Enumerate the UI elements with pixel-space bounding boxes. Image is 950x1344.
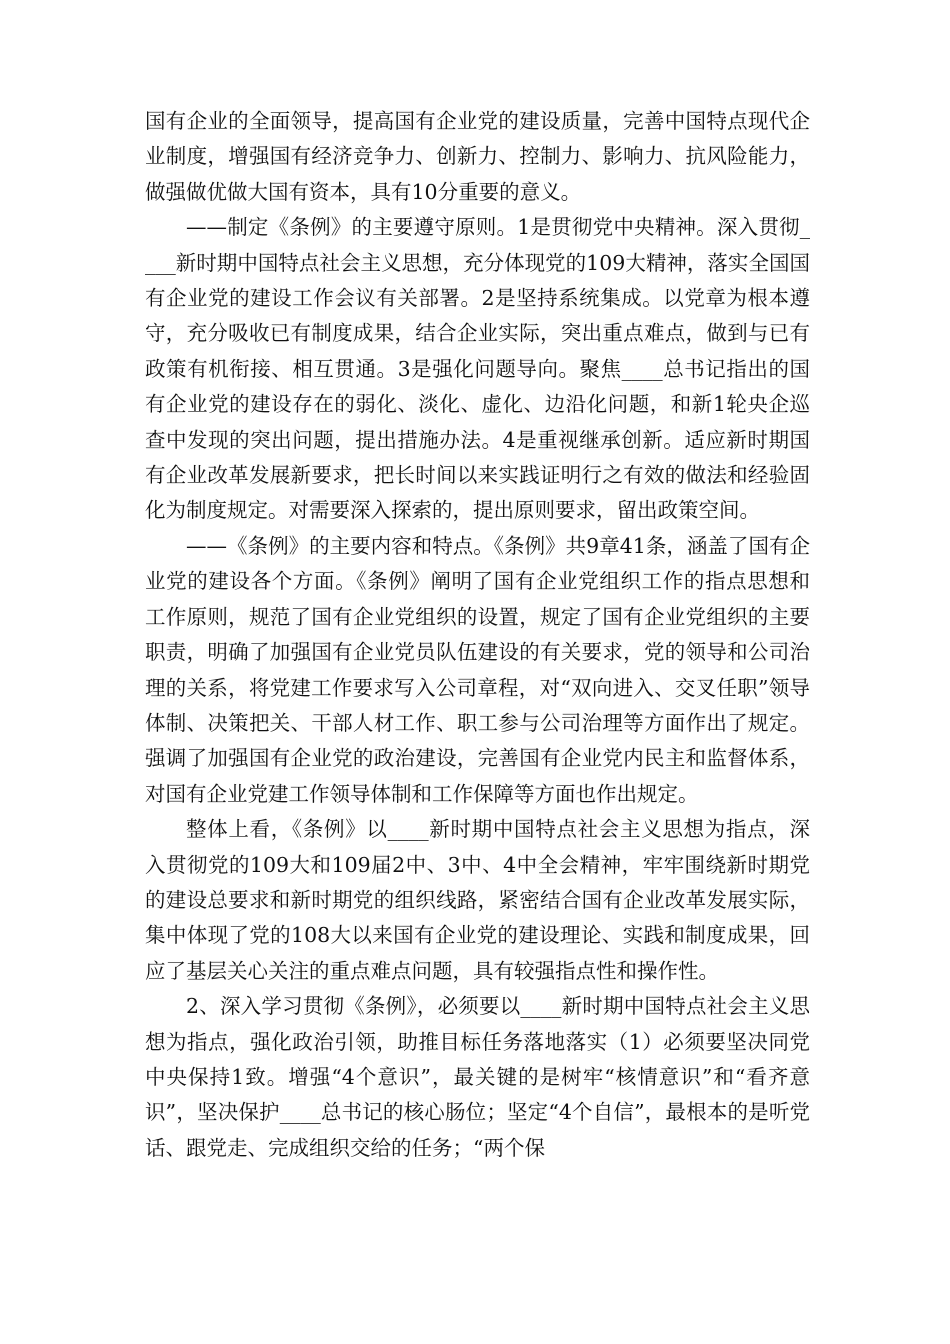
paragraph-4: 整体上看，《条例》以____新时期中国特点社会主义思想为指点，深入贯彻党的109大和109届2中、3中、4中全会精神，牢牢围绕新时期党的建设总要求和新时期党的组织线路，紧密结合国有企业改革发展实际，集中体现了党的108大以来国有企业党的建设理论、实践和制度成果，回应了基层关心关注的重点难点问题，具有较强指点性和操作性。	[145, 817, 810, 983]
paragraph-2: ——制定《条例》的主要遵守原则。1是贯彻党中央精神。深入贯彻____新时期中国特点社会主义思想，充分体现党的109大精神，落实全国国有企业党的建设工作会议有关部署。2是坚持系统集成。以党章为根本遵守，充分吸收已有制度成果，结合企业实际，突出重点难点，做到与已有政策有机衔接、相互贯通。3是强化问题导向。聚焦____总书记指出的国有企业党的建设存在的弱化、淡化、虚化、边沿化问题，和新1轮央企巡查中发现的突出问题，提出措施办法。4是重视继承创新。适应新时期国有企业改革发展新要求，把长时间以来实践证明行之有效的做法和经验固化为制度规定。对需要深入探索的，提出原则要求，留出政策空间。	[145, 215, 810, 523]
document-body	[145, 104, 810, 1166]
paragraph-5: 2、深入学习贯彻《条例》，必须要以____新时期中国特点社会主义思想为指点，强化政治引领，助推目标任务落地落实（1）必须要坚决同党中央保持1致。增强“4个意识”，最关键的是树牢“核情意识”和“看齐意识”，坚决保护____总书记的核心肠位；坚定“4个自信”，最根本的是听党话、跟党走、完成组织交给的任务；“两个保	[145, 994, 810, 1160]
paragraph-3: ——《条例》的主要内容和特点。《条例》共9章41条，涵盖了国有企业党的建设各个方面。《条例》阐明了国有企业党组织工作的指点思想和工作原则，规范了国有企业党组织的设置，规定了国有企业党组织的主要职责，明确了加强国有企业党员队伍建设的有关要求，党的领导和公司治理的关系，将党建工作要求写入公司章程，对“双向进入、交叉任职”领导体制、决策把关、干部人材工作、职工参与公司治理等方面作出了规定。强调了加强国有企业党的政治建设，完善国有企业党内民主和监督体系，对国有企业党建工作领导体制和工作保障等方面也作出规定。	[145, 533, 810, 806]
paragraph-1: 国有企业的全面领导，提高国有企业党的建设质量，完善中国特点现代企业制度，增强国有经济竞争力、创新力、控制力、影响力、抗风险能力，做强做优做大国有资本，具有10分重要的意义。	[145, 109, 810, 204]
